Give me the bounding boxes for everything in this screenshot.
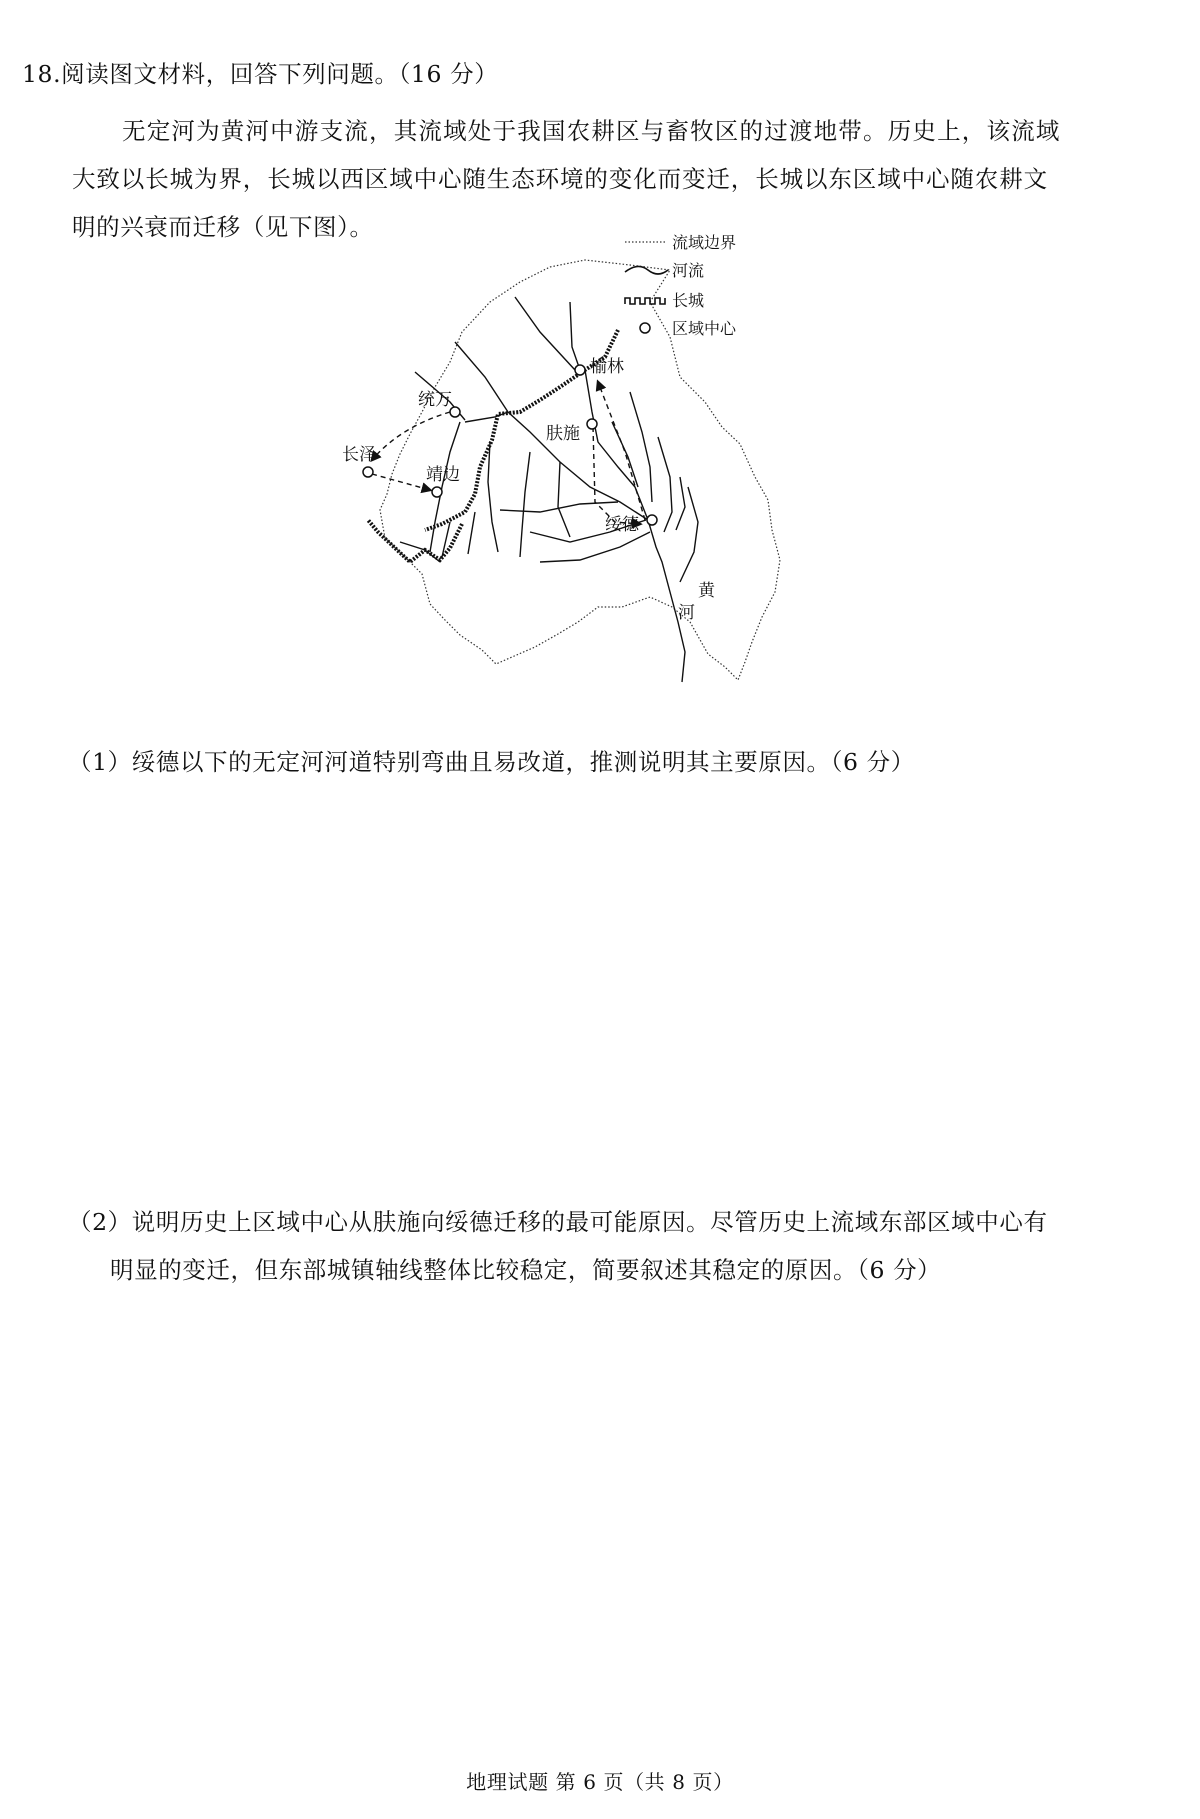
sub-question-2-line-2: 明显的变迁，但东部城镇轴线整体比较稳定，简要叙述其稳定的原因。（6 分） [110, 1256, 942, 1284]
legend-center-label: 区域中心 [672, 319, 737, 338]
center-yulin [575, 365, 585, 375]
label-yulin: 榆林 [590, 357, 624, 377]
center-jingbian [432, 487, 442, 497]
center-fushi [587, 419, 597, 429]
question-header: 18.阅读图文材料，回答下列问题。（16 分） [22, 60, 499, 88]
material-line-1: 无定河为黄河中游支流，其流域处于我国农耕区与畜牧区的过渡地带。历史上，该流域 [122, 117, 1061, 145]
legend-river-label: 河流 [672, 261, 705, 280]
legend-boundary-label: 流域边界 [672, 233, 737, 252]
label-huanghe-1: 黄 [698, 581, 715, 601]
sub-question-2-line-1: （2）说明历史上区域中心从肤施向绥德迁移的最可能原因。尽管历史上流域东部区域中心有 [68, 1208, 1048, 1236]
page-footer: 地理试题 第 6 页（共 8 页） [466, 1770, 734, 1794]
region-centers [363, 365, 657, 525]
great-wall-south [368, 520, 462, 562]
label-changze: 长泽 [342, 445, 376, 465]
river-network [400, 297, 698, 682]
center-changze [363, 467, 373, 477]
label-suide: 绥德 [605, 515, 639, 535]
material-line-2: 大致以长城为界，长城以西区域中心随生态环境的变化而变迁，长城以东区域中心随农耕文 [72, 165, 1048, 193]
sub-question-1: （1）绥德以下的无定河河道特别弯曲且易改道，推测说明其主要原因。（6 分） [68, 748, 915, 776]
label-tongwan: 统万 [418, 390, 452, 410]
material-line-3: 明的兴衰而迁移（见下图）。 [72, 213, 374, 241]
label-huanghe-2: 河 [678, 603, 695, 623]
label-fushi: 肤施 [546, 424, 580, 444]
legend-wall-label: 长城 [672, 291, 705, 310]
label-jingbian: 靖边 [426, 465, 460, 485]
center-suide [647, 515, 657, 525]
wuding-river-basin-map [342, 233, 830, 722]
map-legend [625, 233, 737, 338]
